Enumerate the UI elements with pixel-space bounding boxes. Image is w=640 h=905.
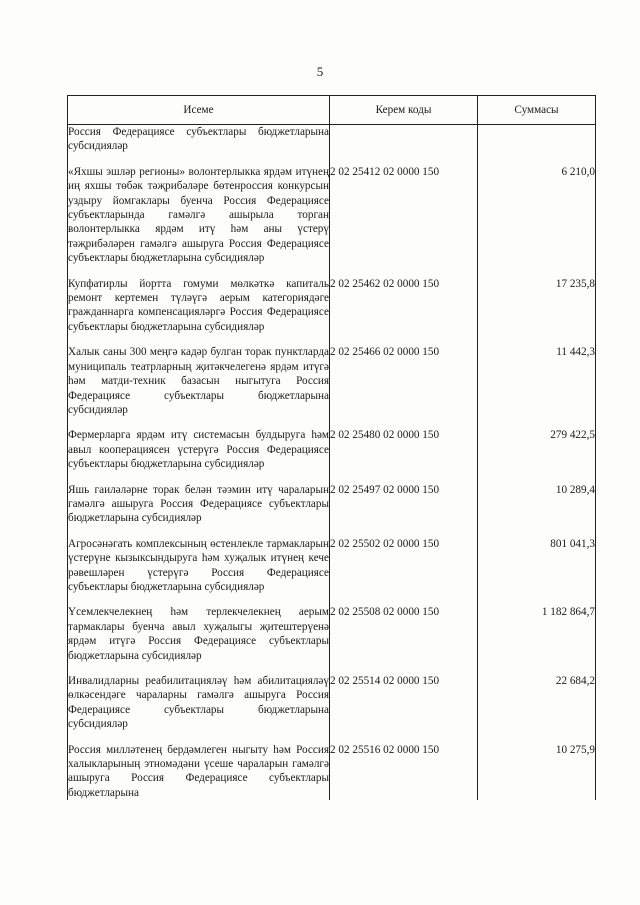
row-sum-cell: 1 182 864,7 xyxy=(478,594,596,663)
column-header-code: Керем коды xyxy=(330,96,478,125)
row-code-cell xyxy=(330,125,478,154)
row-name-cell: Фермерларга ярдәм итү системасын булдыруга һәм авыл кооперациясен үстерүгә Россия Федерациясе субъектлары бюджетларына субсидияләр xyxy=(68,417,330,471)
row-code-cell: 2 02 25466 02 0000 150 xyxy=(330,334,478,417)
row-code-cell: 2 02 25516 02 0000 150 xyxy=(330,732,478,801)
row-code-cell: 2 02 25514 02 0000 150 xyxy=(330,663,478,732)
column-header-name: Исеме xyxy=(68,96,330,125)
row-sum-cell xyxy=(478,125,596,154)
row-sum-cell: 10 275,9 xyxy=(478,732,596,801)
row-sum-cell: 11 442,3 xyxy=(478,334,596,417)
column-header-sum: Суммасы xyxy=(478,96,596,125)
row-code-cell: 2 02 25497 02 0000 150 xyxy=(330,472,478,526)
table-row xyxy=(68,154,596,266)
row-name-cell: «Яхшы эшләр регионы» волонтерлыкка ярдәм итүнең иң яхшы төбәк тәҗрибәләре бөтенроссия конкурсын уздыру йомгаклары буенча Россия Федерациясе субъектларында гамәлгә ашырыла торган волонтерлыкка ярдәм итү һәм аны үстерү тәҗрибәләрен гамәлгә ашыруга Россия Федерациясе субъектлары бюджетларына субсидияләр xyxy=(68,154,330,266)
table-row xyxy=(68,334,596,417)
row-code-cell: 2 02 25508 02 0000 150 xyxy=(330,594,478,663)
table-row xyxy=(68,472,596,526)
row-sum-cell: 22 684,2 xyxy=(478,663,596,732)
row-name-cell: Инвалидларны реабилитацияләү һәм абилитацияләү өлкәсендәге чараларны гамәлгә ашыруга Россия Федерациясе субъектлары бюджетларына субсидияләр xyxy=(68,663,330,732)
row-name-cell: Агросәнәгать комплексының өстенлекле тармакларын үстерүне кызыксындыруга һәм хуҗалык итүнең кече рәвешләрен үстерүгә Россия Федерациясе субъектлары бюджетларына субсидияләр xyxy=(68,526,330,595)
row-name-cell: Яшь гаиләләрне торак белән тәэмин итү чараларын гамәлгә ашыруга Россия Федерациясе субъектлары бюджетларына субсидияләр xyxy=(68,472,330,526)
row-name-cell: Халык саны 300 меңгә кадәр булган торак пунктларда муниципаль театрларның җитәкчелегенә ярдәм итүгә һәм матди-техник базасын ныгытуга Россия Федерациясе субъектлары бюджетларына субсидияләр xyxy=(68,334,330,417)
table-header-row xyxy=(68,96,596,125)
row-name-cell: Үсемлекчелекнең һәм терлекчелекнең аерым тармаклары буенча авыл хуҗалыгы җитештерүенә ярдәм итүгә Россия Федерациясе субъектлары бюджетларына субсидияләр xyxy=(68,594,330,663)
row-sum-cell: 17 235,8 xyxy=(478,266,596,335)
table-row xyxy=(68,594,596,663)
budget-table xyxy=(67,95,596,800)
row-sum-cell: 10 289,4 xyxy=(478,472,596,526)
row-code-cell: 2 02 25502 02 0000 150 xyxy=(330,526,478,595)
table-row xyxy=(68,732,596,801)
row-name-cell: Россия милләтенең бердәмлеген ныгыту һәм Россия халыкларының этномәдәни үсеше чараларын гамәлгә ашыруга Россия Федерациясе субъектлары бюджетларына xyxy=(68,732,330,801)
row-name-cell: Россия Федерациясе субъектлары бюджетларына субсидияләр xyxy=(68,126,329,153)
table-row xyxy=(68,417,596,471)
table-body xyxy=(68,125,596,801)
page-number: 5 xyxy=(316,64,324,79)
row-code-cell: 2 02 25462 02 0000 150 xyxy=(330,266,478,335)
row-name-cell: Купфатирлы йортта гомуми мөлкәткә капиталь ремонт кертемен түләүгә аерым категориядәге гражданнарга компенсацияләргә Россия Федерациясе субъектлары бюджетларына субсидияләр xyxy=(68,266,330,335)
table-row xyxy=(68,266,596,335)
table-row xyxy=(68,526,596,595)
row-code-cell: 2 02 25480 02 0000 150 xyxy=(330,417,478,471)
table-row xyxy=(68,663,596,732)
row-sum-cell: 801 041,3 xyxy=(478,526,596,595)
row-code-cell: 2 02 25412 02 0000 150 xyxy=(330,154,478,266)
table-row xyxy=(68,125,596,154)
row-sum-cell: 279 422,5 xyxy=(478,417,596,471)
row-sum-cell: 6 210,0 xyxy=(478,154,596,266)
